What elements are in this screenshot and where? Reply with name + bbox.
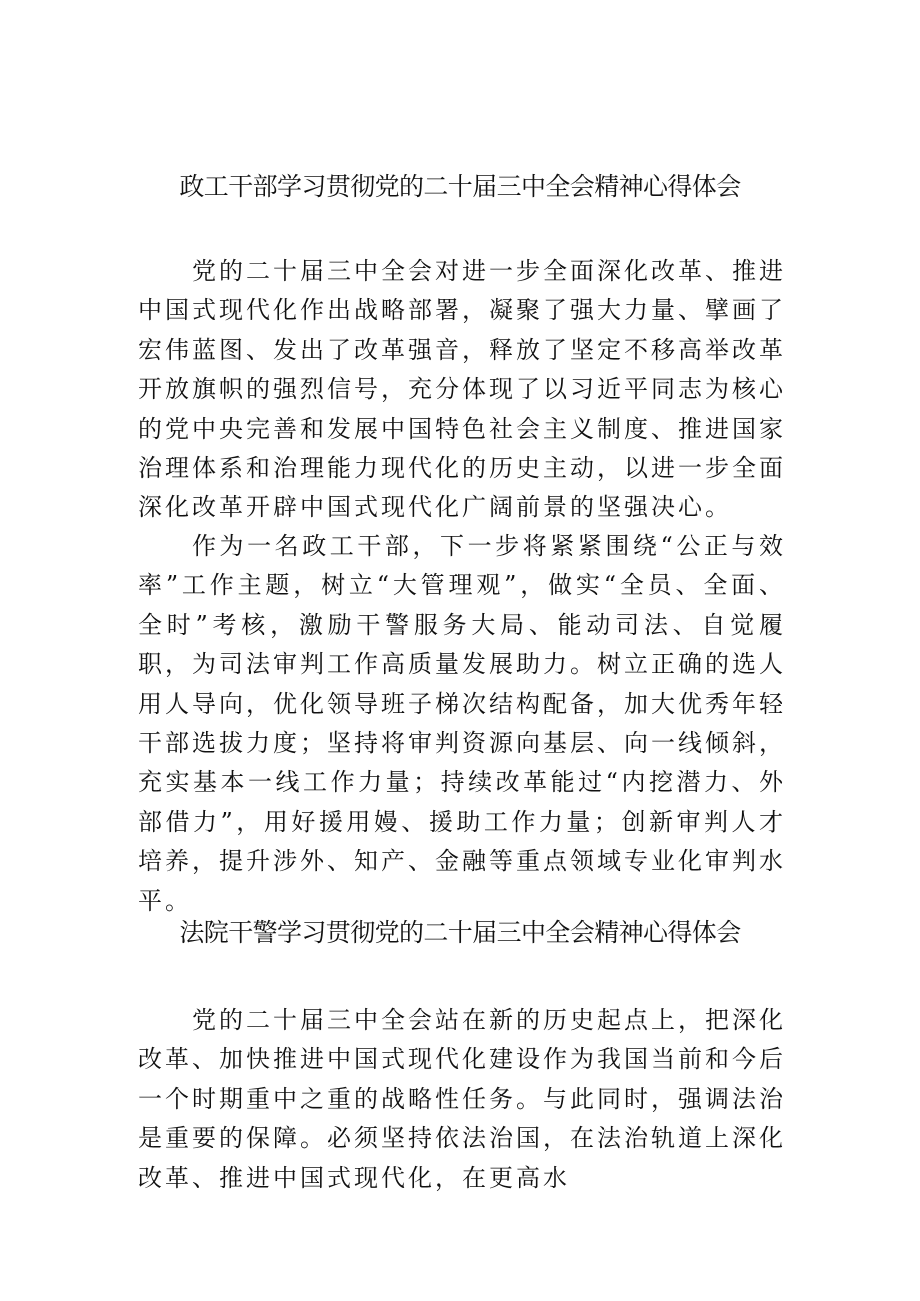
body-paragraph: 党的二十届三中全会站在新的历史起点上，把深化改革、加快推进中国式现代化建设作为我国当前和今后一个时期重中之重的战略性任务。与此同时，强调法治是重要的保障。必须坚持依法治国，在法治轨道上深化改革、推进中国式现代化，在更高水	[138, 1006, 786, 1192]
body-paragraph: 党的二十届三中全会对进一步全面深化改革、推进中国式现代化作出战略部署，凝聚了强大力量、擘画了宏伟蓝图、发出了改革强音，释放了坚定不移高举改革开放旗帜的强烈信号，充分体现了以习近平同志为核心的党中央完善和发展中国特色社会主义制度、推进国家治理体系和治理能力现代化的历史主动，以进一步全面深化改革开辟中国式现代化广阔前景的坚强决心。	[138, 257, 786, 522]
section-title: 政工干部学习贯彻党的二十届三中全会精神心得体会	[179, 172, 741, 201]
body-paragraph: 作为一名政工干部，下一步将紧紧围绕“公正与效率”工作主题，树立“大管理观”，做实“全员、全面、全时”考核，激励干警服务大局、能动司法、自觉履职，为司法审判工作高质量发展助力。树立正确的选人用人导向，优化领导班子梯次结构配备，加大优秀年轻干部选拔力度；坚持将审判资源向基层、向一线倾斜，充实基本一线工作力量；持续改革能过“内挖潜力、外部借力”，用好援用嫚、援助工作力量；创新审判人才培养，提升涉外、知产、金融等重点领域专业化审判水平。	[138, 532, 786, 915]
section-title: 法院干警学习贯彻党的二十届三中全会精神心得体会	[179, 918, 741, 947]
